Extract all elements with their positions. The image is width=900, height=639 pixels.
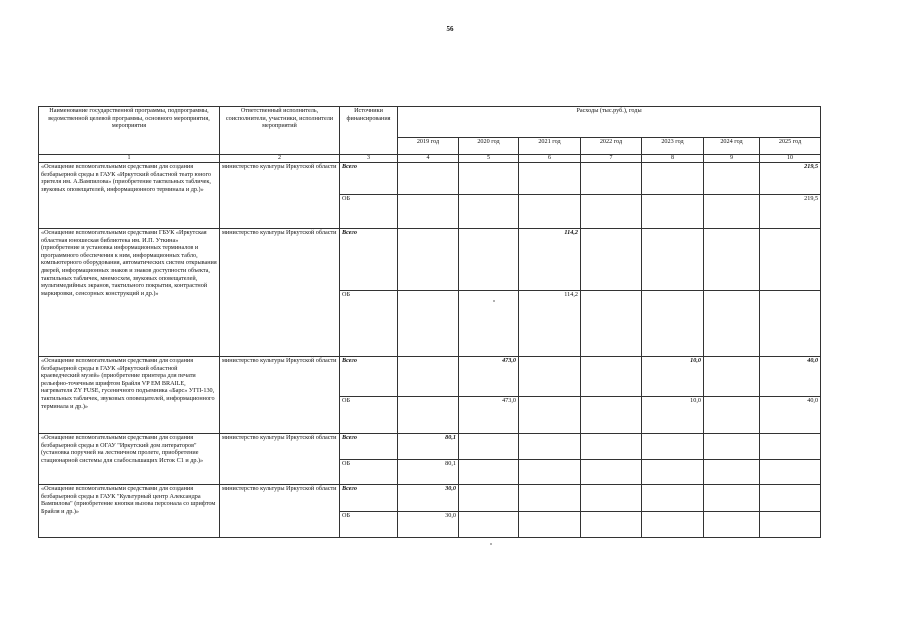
executor-name: министерство культуры Иркутской области: [220, 229, 340, 357]
source-total-label: Всего: [340, 434, 398, 460]
ob-value: 40,0: [760, 397, 821, 434]
header-sources: Источники финансирования: [340, 107, 398, 155]
total-value: [459, 229, 519, 291]
ob-value: [519, 460, 581, 485]
total-value: [581, 229, 642, 291]
column-number: 1: [39, 155, 220, 163]
measure-name: «Оснащение вспомогательными средствами для создания безбарьерной среды в ГАУК "Культурный центр Александра Вампилова" (приобретение кнопки вызова персонала со шрифтом Брайля и др.)»: [39, 485, 220, 538]
column-number: 9: [704, 155, 760, 163]
measure-name: «Оснащение вспомогательными средствами ГБУК «Иркутская областная юношеская библиотека им. И.П. Уткина» (приобретение и установка информационных терминалов и программного обеспечения к ним, информационных табло, компьютерного оборудования, автоматических систем открывания дверей, информационных знаков и знаков доступности объекта, тактильных табличек, мнемосхем, звуковых оповещателей, мультимедийных экранов, тактильного покрытия, контрастной маркировки, сенсорных конструкций и др.)»: [39, 229, 220, 357]
header-year: 2020 год: [459, 138, 519, 155]
ob-value: [760, 291, 821, 357]
total-value: [519, 485, 581, 512]
ob-value: [704, 512, 760, 538]
column-number: 4: [398, 155, 459, 163]
source-total-label: Всего: [340, 229, 398, 291]
total-value: [519, 357, 581, 397]
ob-value: [642, 512, 704, 538]
source-ob-label: ОБ: [340, 195, 398, 229]
total-value: [581, 434, 642, 460]
ob-value: [760, 512, 821, 538]
header-executor: Ответственный исполнитель, соисполнители, участники, исполнители мероприятий: [220, 107, 340, 155]
ob-value: 114,2: [519, 291, 581, 357]
total-value: [642, 229, 704, 291]
measure-name: «Оснащение вспомогательными средствами для создания безбарьерной среды в ГАУК «Иркутский областной краеведческий музей» (приобретение принтера для печати рельефно-точечным шрифтом Брайля VP EM BRAILE, нагревателя ZY FUSE, гусеничного подъемника «Барс» УГП-130, тактильных табличек, звуковых оповещателей, информационного терминала и др.)»: [39, 357, 220, 434]
total-value: [459, 163, 519, 195]
ob-value: [519, 195, 581, 229]
total-value: [581, 163, 642, 195]
ob-value: [642, 291, 704, 357]
total-value: 219,5: [760, 163, 821, 195]
measure-name: «Оснащение вспомогательными средствами для создания безбарьерной среды в ГАУК «Иркутский областной театр юного зрителя им. А.Вампилова» (приобретение тактильных табличек, звуковых оповещателей, информационного терминала и др.)»: [39, 163, 220, 229]
ob-value: 10,0: [642, 397, 704, 434]
executor-name: министерство культуры Иркутской области: [220, 485, 340, 538]
executor-name: министерство культуры Иркутской области: [220, 357, 340, 434]
ob-value: [459, 291, 519, 357]
source-total-label: Всего: [340, 485, 398, 512]
scan-speck: [490, 543, 492, 545]
header-year: 2025 год: [760, 138, 821, 155]
ob-value: [642, 460, 704, 485]
ob-value: [581, 195, 642, 229]
ob-value: 30,0: [398, 512, 459, 538]
column-number: 6: [519, 155, 581, 163]
total-value: 10,0: [642, 357, 704, 397]
source-ob-label: ОБ: [340, 460, 398, 485]
total-value: [704, 434, 760, 460]
executor-name: министерство культуры Иркутской области: [220, 163, 340, 229]
source-ob-label: ОБ: [340, 291, 398, 357]
header-name: Наименование государственной программы, подпрограммы, ведомственной целевой программы, основного мероприятия, мероприятия: [39, 107, 220, 155]
total-value: [459, 485, 519, 512]
ob-value: [398, 291, 459, 357]
total-value: [704, 357, 760, 397]
ob-value: [760, 460, 821, 485]
total-value: 473,0: [459, 357, 519, 397]
header-year: 2023 год: [642, 138, 704, 155]
total-value: [581, 485, 642, 512]
total-value: [581, 357, 642, 397]
ob-value: [459, 460, 519, 485]
ob-value: [459, 195, 519, 229]
ob-value: 80,1: [398, 460, 459, 485]
source-ob-label: ОБ: [340, 397, 398, 434]
total-value: [459, 434, 519, 460]
header-year: 2024 год: [704, 138, 760, 155]
header-expenses: Расходы (тыс.руб.), годы: [398, 107, 821, 138]
ob-value: [519, 397, 581, 434]
ob-value: [398, 195, 459, 229]
total-value: [519, 163, 581, 195]
column-number: 8: [642, 155, 704, 163]
ob-value: [459, 512, 519, 538]
total-value: [642, 485, 704, 512]
total-value: 114,2: [519, 229, 581, 291]
header-year: 2021 год: [519, 138, 581, 155]
table-row: [39, 357, 821, 397]
total-value: [642, 434, 704, 460]
column-number: 2: [220, 155, 340, 163]
ob-value: [704, 460, 760, 485]
total-value: 30,0: [398, 485, 459, 512]
column-number: 5: [459, 155, 519, 163]
table-row: [39, 434, 821, 460]
ob-value: 219,5: [760, 195, 821, 229]
page-number: 56: [446, 25, 454, 33]
column-number: 7: [581, 155, 642, 163]
measure-name: «Оснащение вспомогательными средствами для создания безбарьерной среды в ОГАУ "Иркутский дом литераторов" (установка поручней на лестничном пролете, приобретение стационарной системы для слабослышащих Исток С1 и др.)»: [39, 434, 220, 485]
total-value: 80,1: [398, 434, 459, 460]
total-value: [398, 163, 459, 195]
ob-value: [519, 512, 581, 538]
table-row: [39, 485, 821, 512]
total-value: [760, 229, 821, 291]
source-total-label: Всего: [340, 163, 398, 195]
column-number: 10: [760, 155, 821, 163]
total-value: [760, 485, 821, 512]
total-value: 40,0: [760, 357, 821, 397]
column-number-row: [39, 155, 821, 163]
ob-value: [581, 512, 642, 538]
total-value: [642, 163, 704, 195]
source-ob-label: ОБ: [340, 512, 398, 538]
ob-value: [704, 195, 760, 229]
column-number: 3: [340, 155, 398, 163]
ob-value: [581, 397, 642, 434]
table-row: [39, 229, 821, 291]
table-row: [39, 163, 821, 195]
scan-speck: [493, 300, 495, 302]
total-value: [704, 163, 760, 195]
total-value: [398, 357, 459, 397]
executor-name: министерство культуры Иркутской области: [220, 434, 340, 485]
total-value: [519, 434, 581, 460]
ob-value: 473,0: [459, 397, 519, 434]
total-value: [760, 434, 821, 460]
header-year: 2022 год: [581, 138, 642, 155]
ob-value: [581, 291, 642, 357]
ob-value: [704, 291, 760, 357]
total-value: [398, 229, 459, 291]
ob-value: [642, 195, 704, 229]
ob-value: [398, 397, 459, 434]
budget-table: [38, 106, 821, 538]
header-year: 2019 год: [398, 138, 459, 155]
ob-value: [581, 460, 642, 485]
total-value: [704, 485, 760, 512]
total-value: [704, 229, 760, 291]
source-total-label: Всего: [340, 357, 398, 397]
ob-value: [704, 397, 760, 434]
